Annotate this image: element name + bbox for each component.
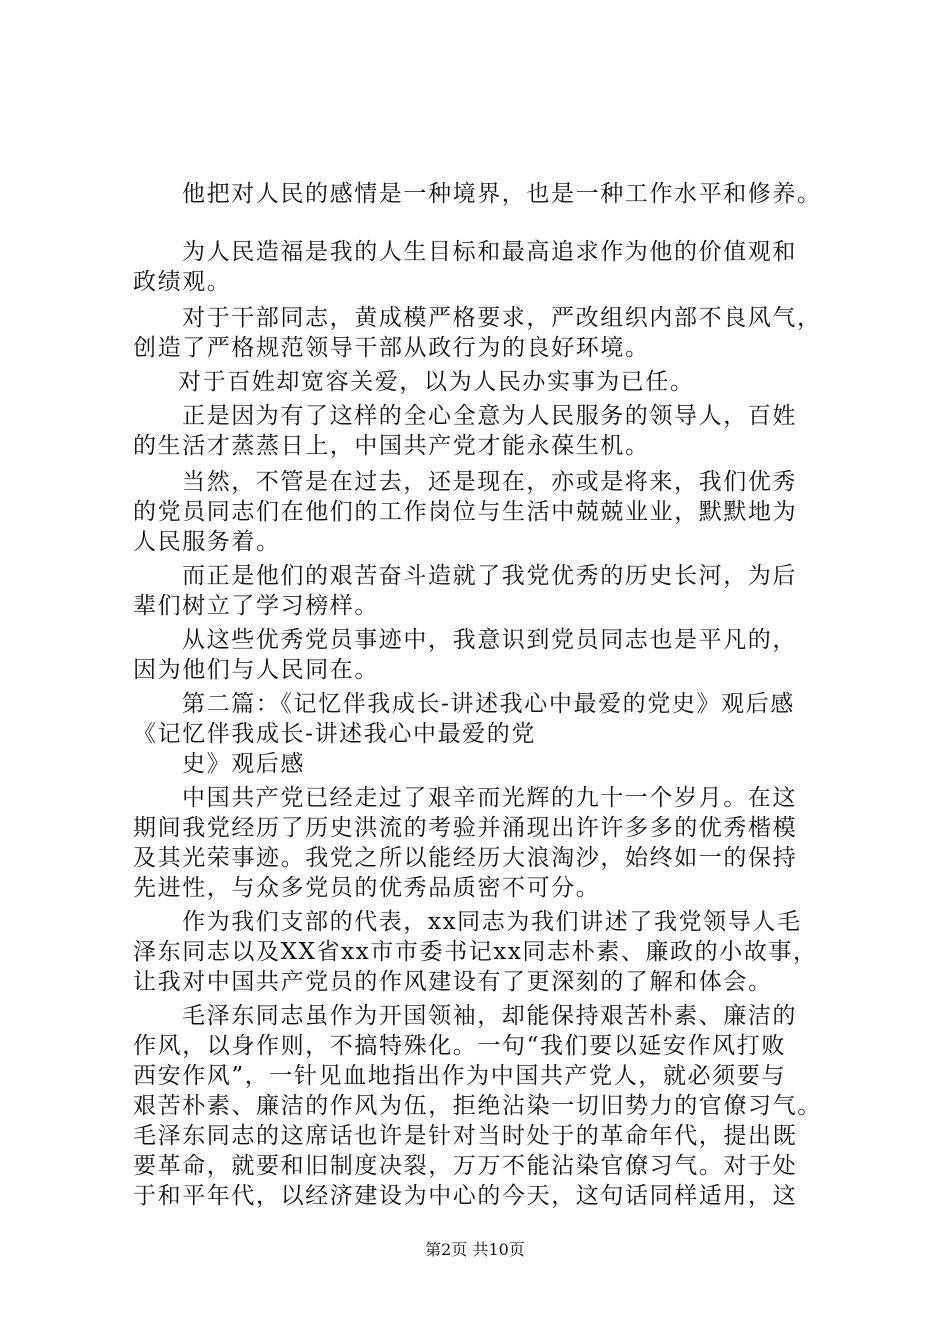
body-text-line: 西安作风”，一针见血地指出作为中国共产党人，就必须要与 [133, 1063, 786, 1089]
body-text-line: 作风，以身作则，不搞特殊化。一句“我们要以延安作风打败 [133, 1033, 786, 1059]
body-text-line: 当然，不管是在过去，还是现在，亦或是将来，我们优秀 [182, 469, 797, 495]
body-text-line: 创造了严格规范领导干部从政行为的良好环境。 [133, 335, 650, 361]
body-text-line: 因为他们与人民同在。 [133, 657, 379, 683]
section-heading: 第二篇：《记忆伴我成长-讲述我心中最爱的党史》观后感 [182, 691, 795, 717]
body-text-line: 让我对中国共产党员的作风建设有了更深刻的了解和体会。 [133, 969, 773, 995]
body-text-line: 毛泽东同志虽作为开国领袖，却能保持艰苦朴素、廉洁的 [182, 1003, 797, 1029]
body-text-line: 从这些优秀党员事迹中，我意识到党员同志也是平凡的， [182, 627, 797, 653]
body-text-line: 先进性，与众多党员的优秀品质密不可分。 [133, 875, 601, 901]
page-number-footer: 第2页 共10页 [425, 1240, 525, 1259]
body-text-line: 期间我党经历了历史洪流的考验并涌现出许许多多的优秀楷模 [133, 815, 798, 841]
body-text-line: 政绩观。 [133, 269, 232, 295]
section-title-line: 史》观后感 [182, 751, 305, 777]
body-text-line: 他把对人民的感情是一种境界，也是一种工作水平和修养。 [182, 181, 822, 207]
body-text-line: 及其光荣事迹。我党之所以能经历大浪淘沙，始终如一的保持 [133, 845, 798, 871]
body-text-line: 中国共产党已经走过了艰辛而光辉的九十一个岁月。在这 [182, 785, 797, 811]
section-title-line: 《记忆伴我成长-讲述我心中最爱的党 [133, 721, 536, 747]
body-text-line: 要革命，就要和旧制度决裂，万万不能沾染官僚习气。对于处 [133, 1153, 798, 1179]
body-text-line: 辈们树立了学习榜样。 [133, 593, 379, 619]
body-text-line: 的生活才蒸蒸日上，中国共产党才能永葆生机。 [133, 433, 650, 459]
body-text-line: 对于百姓却宽容关爱，以为人民办实事为已任。 [178, 369, 695, 395]
body-text-line: 对于干部同志，黄成模严格要求，严改组织内部不良风气， [182, 305, 822, 331]
body-text-line: 泽东同志以及XX省xx市市委书记xx同志朴素、廉政的小故事， [133, 939, 818, 965]
body-text-line: 正是因为有了这样的全心全意为人民服务的领导人，百姓 [182, 403, 797, 429]
body-text-line: 艰苦朴素、廉洁的作风为伍，拒绝沾染一切旧势力的官僚习气。 [133, 1093, 822, 1119]
body-text-line: 毛泽东同志的这席话也许是针对当时处于的革命年代，提出既 [133, 1123, 798, 1149]
body-text-line: 人民服务着。 [133, 529, 281, 555]
body-text-line: 而正是他们的艰苦奋斗造就了我党优秀的历史长河，为后 [182, 563, 797, 589]
body-text-line: 的党员同志们在他们的工作岗位与生活中兢兢业业，默默地为 [133, 499, 798, 525]
body-text-line: 于和平年代，以经济建设为中心的今天，这句话同样适用，这 [133, 1183, 798, 1209]
body-text-line: 作为我们支部的代表，xx同志为我们讲述了我党领导人毛 [182, 909, 802, 935]
body-text-line: 为人民造福是我的人生目标和最高追求作为他的价值观和 [182, 239, 797, 265]
